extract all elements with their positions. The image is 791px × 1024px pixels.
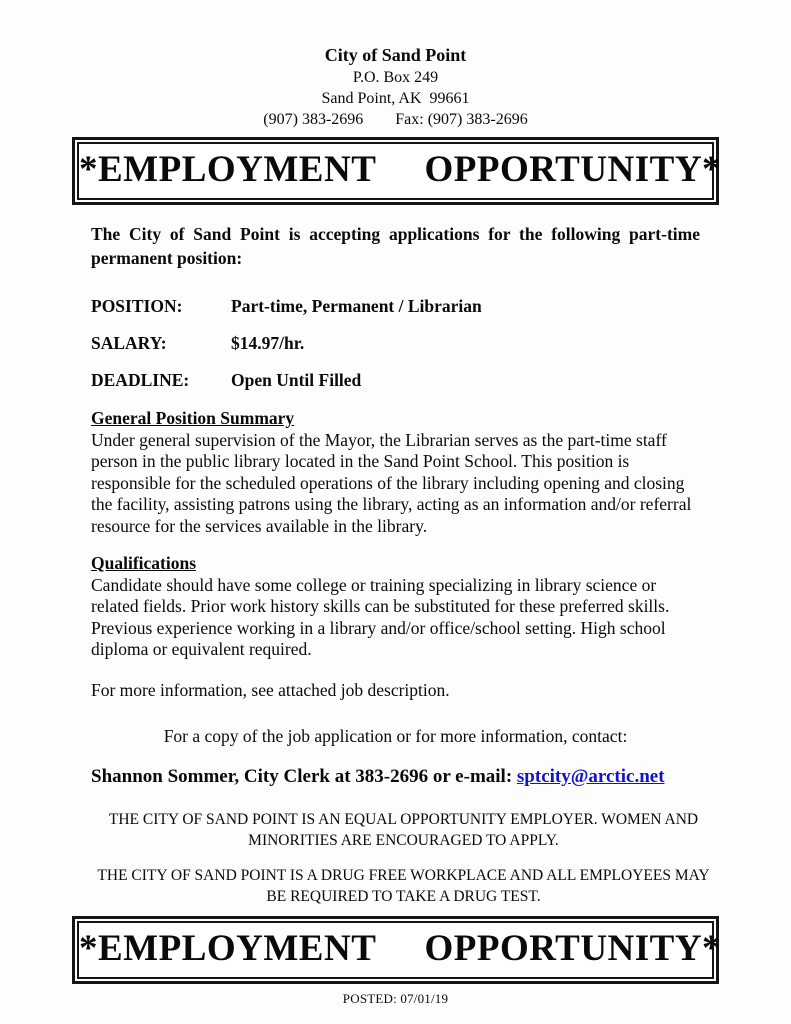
address-line-1: P.O. Box 249	[352, 69, 439, 86]
position-value: Part-time, Permanent / Librarian	[231, 296, 482, 316]
position-label: POSITION:	[91, 296, 183, 316]
email-link[interactable]: sptcity@arctic.net	[516, 765, 665, 787]
deadline-value: Open Until Filled	[231, 370, 362, 390]
position-details	[91, 295, 700, 392]
posted-date: POSTED: 07/01/19	[342, 990, 449, 1006]
detail-row-salary	[91, 332, 700, 355]
employment-banner-top	[72, 137, 722, 205]
drug-free-notice: THE CITY OF SAND POINT IS A DRUG FREE WORKPLACE AND ALL EMPLOYEES MAY BE REQUIRED TO TAKE A DRUG TEST.	[97, 866, 710, 905]
general-position-summary-body: Under general supervision of the Mayor, the Librarian serves as the part-time staff person in the public library located in the Sand Point School. This position is responsible for the scheduled operations of the library including opening and closing the facility, assisting patrons using the library, acting as an information and/or referral resource for the services available in the library.	[91, 429, 692, 536]
salary-value: $14.97/hr.	[231, 333, 305, 353]
more-info-line: For more information, see attached job description.	[91, 679, 450, 700]
contact-name-text: Shannon Sommer, City Clerk at 383-2696 or e-mail:	[91, 765, 517, 787]
document-body	[91, 222, 710, 907]
qualifications-heading: Qualifications	[91, 553, 197, 573]
contact-intro-line: For a copy of the job application or for more information, contact:	[163, 725, 628, 746]
employment-banner-bottom-text: *EMPLOYMENT OPPORTUNITY*	[77, 921, 714, 979]
qualifications-body: Candidate should have some college or training specializing in library science or related fields. Prior work history skills can be substituted for these preferred skills. Previous experience working in a library and/or office/school setting. High school diploma or equivalent required.	[91, 574, 670, 659]
employment-banner-top-text: *EMPLOYMENT OPPORTUNITY*	[77, 142, 714, 200]
general-position-summary-section	[91, 408, 700, 537]
intro-paragraph: The City of Sand Point is accepting applications for the following part-time permanent position:	[91, 224, 700, 268]
detail-row-position	[91, 295, 700, 318]
phone-fax-line: (907) 383-2696 Fax: (907) 383-2696	[263, 111, 528, 128]
equal-opportunity-notice: THE CITY OF SAND POINT IS AN EQUAL OPPORTUNITY EMPLOYER. WOMEN AND MINORITIES ARE ENCOURAGED TO APPLY.	[108, 810, 699, 849]
general-position-summary-heading: General Position Summary	[91, 408, 295, 428]
letterhead	[0, 0, 791, 130]
contact-line	[91, 766, 700, 788]
detail-row-deadline	[91, 369, 700, 392]
deadline-label: DEADLINE:	[91, 370, 190, 390]
salary-label: SALARY:	[91, 333, 167, 353]
address-line-2: Sand Point, AK 99661	[321, 90, 470, 107]
qualifications-section	[91, 553, 700, 661]
employment-banner-bottom	[72, 916, 722, 984]
org-name: City of Sand Point	[324, 45, 467, 65]
